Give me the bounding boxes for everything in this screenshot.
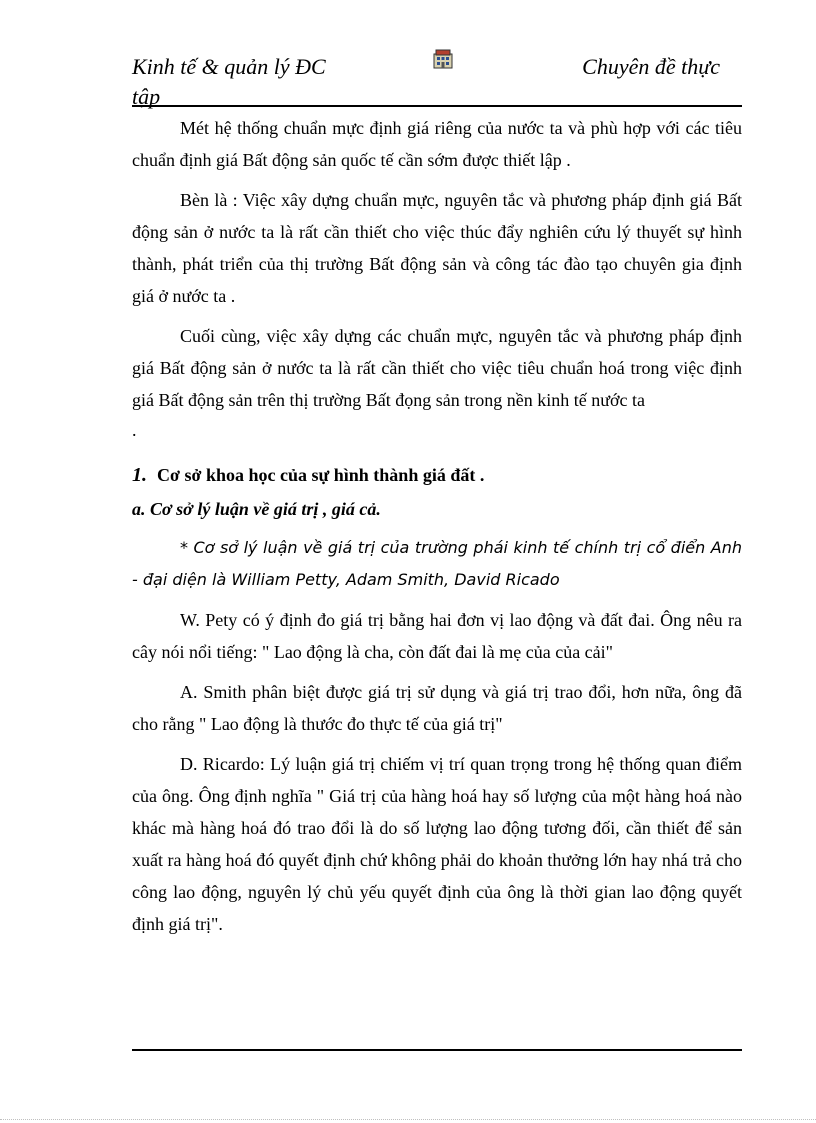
section-title: Cơ sở khoa học của sự hình thành giá đất . [157,465,485,485]
paragraph-smith: A. Smith phân biệt được giá trị sử dụng và giá trị trao đổi, hơn nữa, ông đã cho rằng " Lao động là thước đo thực tế của giá trị" [132,682,742,734]
section-heading-1 [132,460,742,490]
footer-divider [132,1049,742,1051]
document-body [132,112,742,948]
quote-line: * Cơ sở lý luận về giá trị của trường phái kinh tế chính trị cổ điển Anh - đại diện là William Petty, Adam Smith, David Ricado [132,538,742,589]
paragraph-petty: W. Pety có ý định đo giá trị bằng hai đơn vị lao động và đất đai. Ông nêu ra cây nói nổi tiếng: " Lao động là cha, còn đất đai là mẹ của của cải" [132,610,742,662]
section-number: 1. [132,464,147,486]
subsection-heading-a: a. Cơ sở lý luận về giá trị , giá cả. [132,499,381,519]
paragraph-3: Cuối cùng, việc xây dựng các chuẩn mực, nguyên tắc và phương pháp định giá Bất động sản ở nước ta là rất cần thiết cho việc tiêu chuẩn hoá trong việc định giá Bất động sản trên thị trường Bất đọng sản trong nền kinh tế nước ta [132,326,742,410]
header-divider [132,105,742,107]
paragraph-ricardo: D. Ricardo: Lý luận giá trị chiếm vị trí quan trọng trong hệ thống quan điểm của ông. Ông định nghĩa " Giá trị của hàng hoá hay số lượng của một hàng hoá nào khác mà hàng hoá đó trao đổi là do số lượng lao động tương đối, cần thiết để sản xuất ra hàng hoá đó quyết định chứ không phải do khoản thưởng lớn hay nhá trả cho công lao động, nguyên lý chủ yếu quyết định của ông là thời gian lao động quyết định giá trị". [132,754,742,934]
paragraph-1: Mét hệ thống chuẩn mực định giá riêng của nước ta và phù hợp với các tiêu chuẩn định giá Bất động sản quốc tế cần sớm được thiết lập . [132,118,742,170]
header-left-title: Kinh tế & quản lý ĐC tập [132,54,326,109]
page-edge [0,1119,816,1120]
header-right-title: Chuyên đề thực [582,54,720,79]
paragraph-3-end: . [132,420,137,440]
building-logo-icon [432,48,454,70]
paragraph-2: Bèn là : Việc xây dựng chuẩn mực, nguyên tắc và phương pháp định giá Bất động sản ở nước ta là rất cần thiết cho việc thúc đẩy nghiên cứu lý thuyết sự hình thành, phát triển của thị trường Bất động sản và công tác đào tạo chuyên gia định giá ở nước ta . [132,190,742,306]
page-header [132,48,742,108]
